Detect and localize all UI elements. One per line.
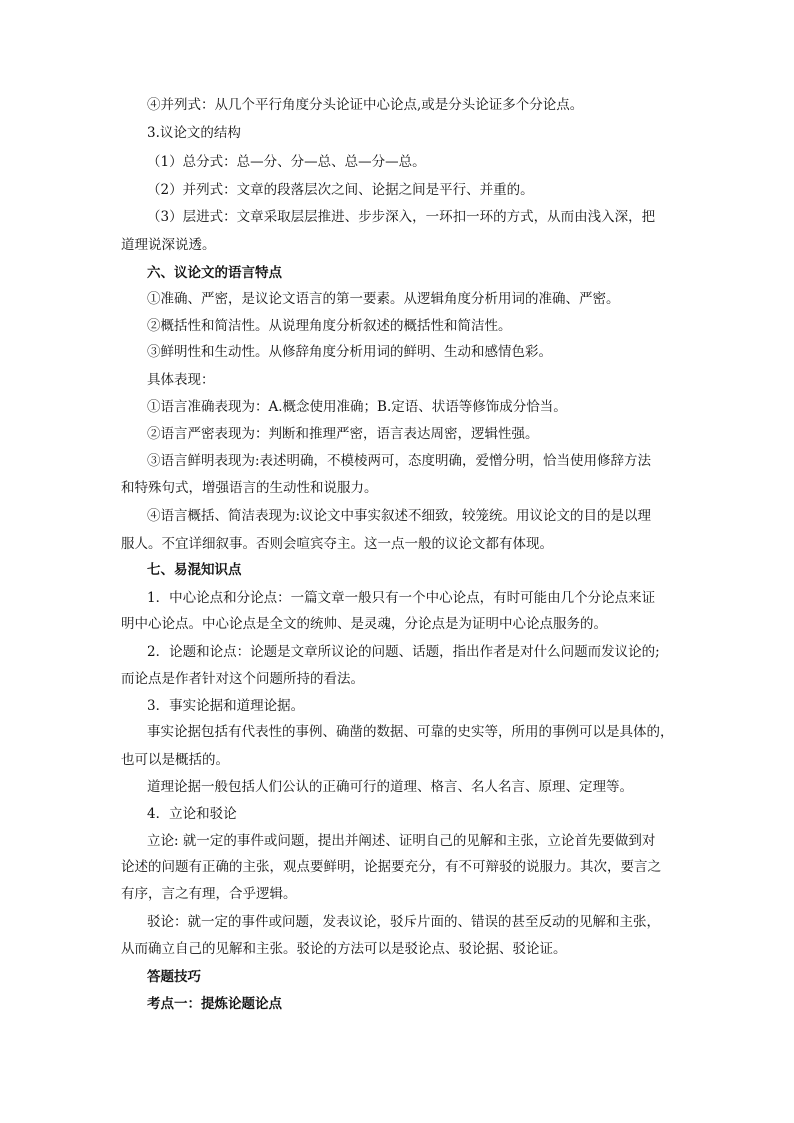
confusable-2-cont: 而论点是作者针对这个问题所持的看法。: [121, 671, 364, 687]
refutation-cont: 从而确立自己的见解和主张。驳论的方法可以是驳论点、驳论据、驳论证。: [121, 941, 567, 957]
performance-3: ③语言鲜明表现为:表述明确，不模棱两可，态度明确，爱憎分明，恰当使用修辞方法: [147, 453, 652, 469]
performance-3-cont: 和特殊句式，增强语言的生动性和说服力。: [121, 480, 378, 496]
confusable-2: 2．论题和论点：论题是文章所议论的问题、话题，指出作者是对什么问题而发议论的;: [147, 644, 660, 660]
factual-evidence: 事实论据包括有代表性的事例、确凿的数据、可靠的史实等，所用的事例可以是具体的，: [147, 724, 674, 740]
structure-item-2: （2）并列式：文章的段落层次之间、论据之间是平行、并重的。: [147, 182, 534, 198]
performance-2: ②语言严密表现为：判断和推理严密，语言表达周密，逻辑性强。: [147, 426, 539, 442]
structure-item-1: （1）总分式：总—分、分—总、总—分—总。: [147, 154, 426, 170]
section-6-heading: 六、议论文的语言特点: [147, 265, 282, 281]
confusable-4: 4．立论和驳论: [147, 806, 237, 822]
language-point-1: ①准确、严密，是议论文语言的第一要素。从逻辑角度分析用词的准确、严密。: [147, 291, 620, 307]
establish-argument-cont-2: 有序，言之有理，合乎逻辑。: [121, 886, 297, 902]
confusable-1: 1．中心论点和分论点：一篇文章一般只有一个中心论点，有时可能由几个分论点来证: [147, 590, 656, 606]
performance-4-cont: 服人。不宜详细叙事。否则会喧宾夺主。这一点一般的议论文都有体现。: [121, 536, 553, 552]
factual-evidence-cont: 也可以是概括的。: [121, 752, 229, 768]
specific-performance-label: 具体表现：: [147, 372, 215, 388]
structure-item-3-cont: 道理说深说透。: [121, 237, 216, 253]
structure-item-3: （3）层进式：文章采取层层推进、步步深入，一环扣一环的方式，从而由浅入深，把: [147, 209, 656, 225]
establish-argument-cont-1: 论述的问题有正确的主张，观点要鲜明，论据要充分，有不可辩驳的说服力。其次，要言之: [121, 859, 661, 875]
section-7-heading: 七、易混知识点: [147, 562, 242, 578]
language-point-2: ②概括性和简洁性。从说理角度分析叙述的概括性和简洁性。: [147, 318, 512, 334]
exam-point-1-heading: 考点一：提炼论题论点: [147, 996, 282, 1012]
confusable-1-cont: 明中心论点。中心论点是全文的统帅、是灵魂，分论点是为证明中心论点服务的。: [121, 616, 607, 632]
performance-4: ④语言概括、简洁表现为:议论文中事实叙述不细致，较笼统。用议论文的目的是以理: [147, 508, 652, 524]
language-point-3: ③鲜明性和生动性。从修辞角度分析用词的鲜明、生动和感情色彩。: [147, 344, 552, 360]
confusable-3: 3．事实论据和道理论据。: [147, 698, 305, 714]
reasoning-evidence: 道理论据一般包括人们公认的正确可行的道理、格言、名人名言、原理、定理等。: [147, 779, 633, 795]
section-structure-heading: 3.议论文的结构: [147, 125, 241, 141]
answer-skills-heading: 答题技巧: [147, 969, 201, 985]
enum-parallel-argument: ④并列式：从几个平行角度分头论证中心论点,或是分头论证多个分论点。: [147, 97, 584, 113]
establish-argument: 立论: 就一定的事件或问题，提出并阐述、证明自己的见解和主张，立论首先要做到对: [147, 833, 656, 849]
performance-1: ①语言准确表现为：A.概念使用准确；B.定语、状语等修饰成分恰当。: [147, 399, 567, 415]
refutation: 驳论：就一定的事件或问题，发表议论，驳斥片面的、错误的甚至反动的见解和主张，: [147, 914, 660, 930]
